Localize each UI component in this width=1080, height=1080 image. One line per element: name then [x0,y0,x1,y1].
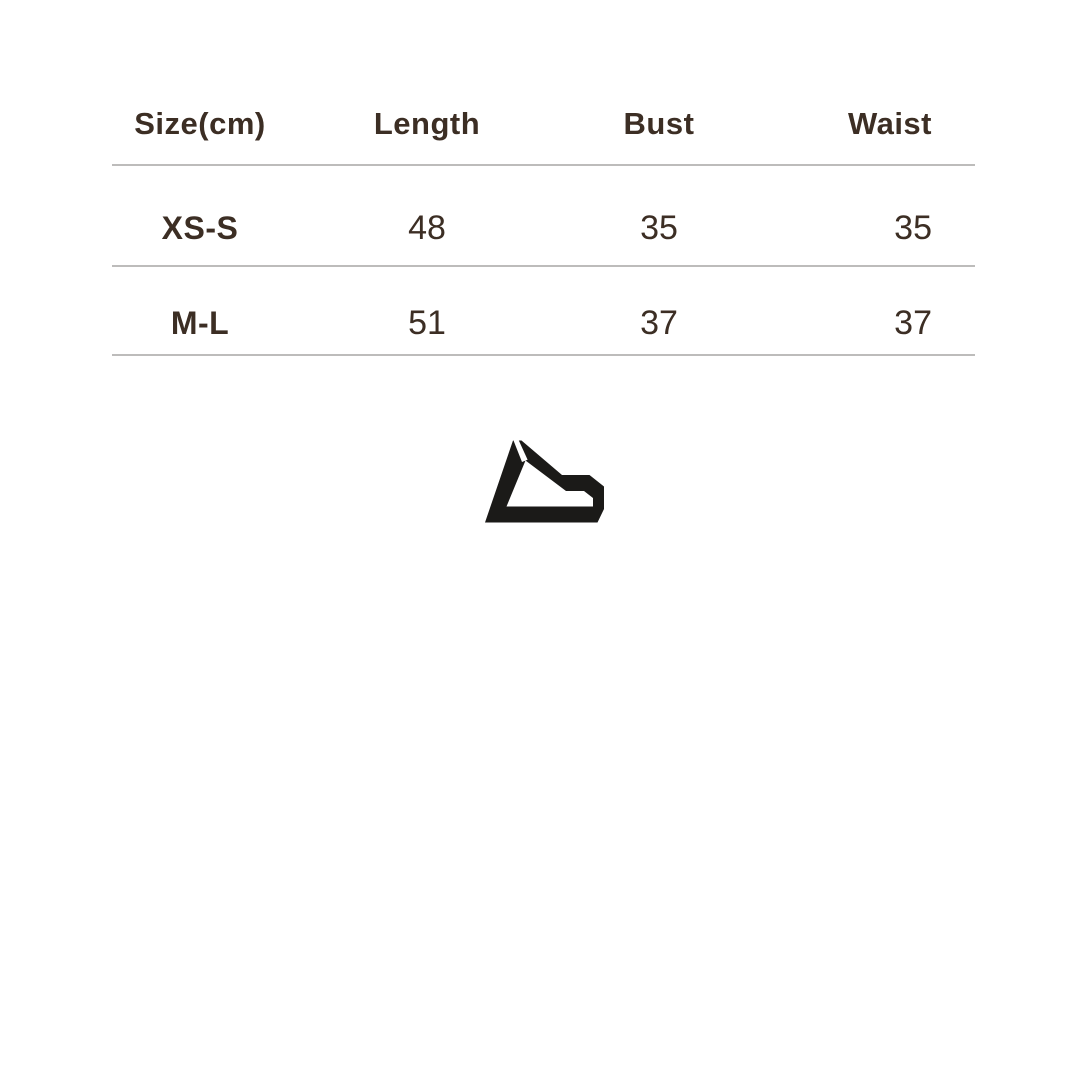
brand-logo-icon [480,436,608,526]
column-header-waist: Waist [752,84,975,165]
column-header-bust: Bust [566,84,752,165]
column-header-size: Size(cm) [112,84,288,165]
size-chart-table [112,84,975,356]
header-row [112,84,975,165]
cell-bust: 35 [566,165,752,266]
cell-waist: 37 [752,266,975,355]
table-row-xs-s [112,165,975,266]
cell-size-label: M-L [112,266,288,355]
column-header-length: Length [288,84,566,165]
cell-bust: 37 [566,266,752,355]
cell-size-label: XS-S [112,165,288,266]
table-row-m-l [112,266,975,355]
cell-length: 51 [288,266,566,355]
cell-waist: 35 [752,165,975,266]
cell-length: 48 [288,165,566,266]
